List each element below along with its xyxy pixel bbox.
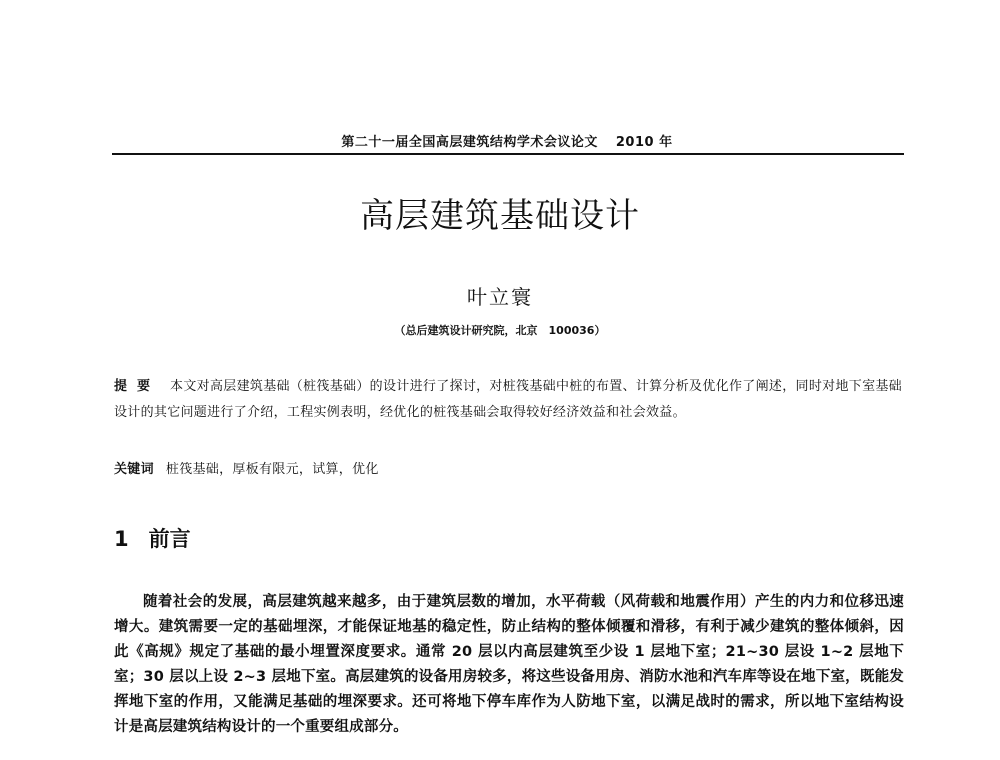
section-number: 1 [114,527,129,551]
keywords-label: 关键词 [114,462,154,477]
author-affiliation: （总后建筑设计研究院，北京 100036） [394,324,606,337]
keywords [114,458,902,477]
author-name: 叶立寰 [467,285,533,309]
header-rule [112,153,904,155]
running-head-year: 2010 年 [615,135,673,150]
abstract-text: 本文对高层建筑基础（桩筏基础）的设计进行了探讨，对桩筏基础中桩的布置、计算分析及优化作了阐述，同时对地下室基础设计的其它问题进行了介绍，工程实例表明，经优化的桩筏基础会取得较好经济效益和社会效益。 [114,379,902,420]
abstract [114,374,902,426]
section-title: 前言 [148,527,191,551]
running-head-text: 第二十一届全国高层建筑结构学术会议论文 [341,135,598,150]
running-head [112,131,902,150]
section-heading [114,523,191,553]
abstract-label: 提要 [114,379,161,394]
paper-title: 高层建筑基础设计 [360,196,640,236]
body-paragraph: 随着社会的发展，高层建筑越来越多，由于建筑层数的增加，水平荷载（风荷载和地震作用）产生的内力和位移迅速增大。建筑需要一定的基础埋深，才能保证地基的稳定性，防止结构的整体倾覆和滑移，有利于减少建筑的整体倾斜，因此《高规》规定了基础的最小埋置深度要求。通常 20 层以内高层建筑至少设 1 层地下室；21~30 层设 1~2 层地下室；30 层以上设 2~3 层地下室。高层建筑的设备用房较多，将这些设备用房、消防水池和汽车库等设在地下室，既能发挥地下室的作用，又能满足基础的埋深要求。还可将地下停车库作为人防地下室，以满足战时的需求，所以地下室结构设计是高层建筑结构设计的一个重要组成部分。 [114,594,904,735]
keywords-text: 桩筏基础，厚板有限元，试算，优化 [165,462,379,477]
